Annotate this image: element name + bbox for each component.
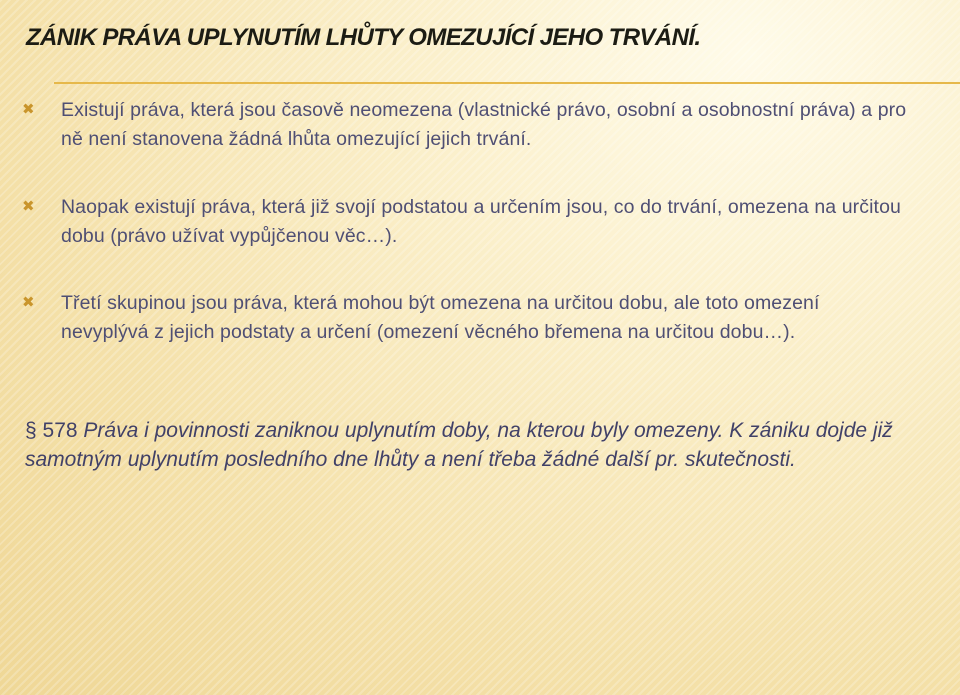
bullet-text: Naopak existují práva, která již svojí podstatou a určením jsou, co do trvání, omezena na určitou dobu (právo užívat vypůjčenou věc…). bbox=[61, 196, 901, 247]
x-mark-icon: ✖ bbox=[22, 197, 35, 215]
law-quote bbox=[25, 416, 935, 474]
slide-title: ZÁNIK PRÁVA UPLYNUTÍM LHŮTY OMEZUJÍCÍ JEHO TRVÁNÍ. bbox=[26, 24, 701, 51]
quote-text: Práva i povinnosti zaniknou uplynutím doby, na kterou byly omezeny. K zániku dojde již samotným uplynutím posledního dne lhůty a není třeba žádné další pr. skutečnosti. bbox=[25, 419, 893, 471]
paragraph-reference: § 578 bbox=[25, 419, 78, 442]
x-mark-icon: ✖ bbox=[22, 293, 35, 311]
title-divider bbox=[54, 82, 960, 84]
bullet-text: Třetí skupinou jsou práva, která mohou být omezena na určitou dobu, ale toto omezení nevyplývá z jejich podstaty a určení (omezení věcného břemena na určitou dobu…). bbox=[61, 292, 820, 343]
bullet-text: Existují práva, která jsou časově neomezena (vlastnické právo, osobní a osobnostní práva) a pro ně není stanovena žádná lhůta omezující jejich trvání. bbox=[61, 99, 907, 150]
x-mark-icon: ✖ bbox=[22, 100, 35, 118]
